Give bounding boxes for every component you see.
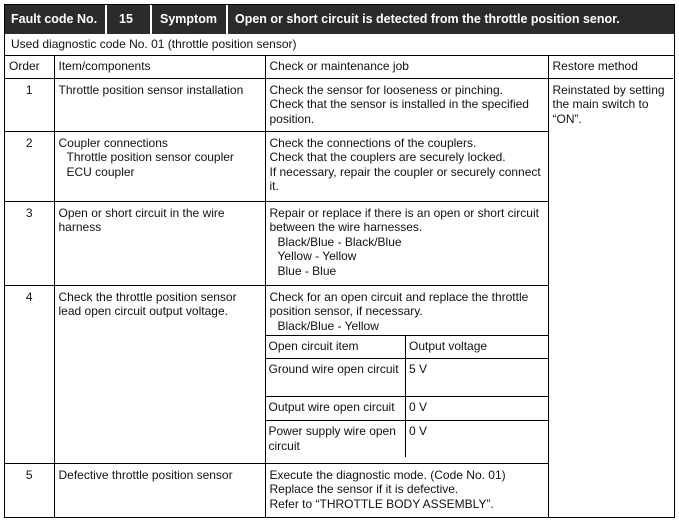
row-check	[265, 463, 548, 517]
column-header-check: Check or maintenance job	[265, 56, 548, 78]
output-voltage: 5 V	[406, 359, 549, 397]
row-check	[265, 78, 548, 131]
subtable-row	[266, 397, 549, 421]
subtable-row	[266, 421, 549, 457]
table-row	[5, 78, 673, 131]
diagnosis-table	[5, 56, 673, 518]
check-line: Repair or replace if there is an open or short circuit between the wire harnesses.	[269, 205, 539, 234]
fault-code-label: Fault code No.	[11, 12, 98, 26]
check-line: Check that the couplers are securely locked.	[269, 150, 506, 164]
output-voltage: 0 V	[406, 397, 549, 421]
check-line: Check for an open circuit and replace the throttle position sensor, if necessary.	[269, 289, 529, 318]
check-line: Check the sensor for looseness or pinching.	[269, 82, 503, 97]
item-line: Open or short circuit in the wire harness	[58, 205, 225, 234]
item-line: Defective throttle position sensor	[58, 467, 233, 482]
row-check	[265, 285, 548, 463]
header-divider	[105, 5, 107, 34]
row-item	[54, 201, 265, 285]
restore-method	[548, 78, 673, 517]
check-line: Replace the sensor if it is defective.	[269, 482, 459, 496]
column-header-order: Order	[5, 56, 54, 78]
output-voltage-table	[266, 335, 549, 457]
row-item	[54, 463, 265, 517]
row-item	[54, 78, 265, 131]
row-order: 3	[5, 201, 54, 285]
used-diagnostic-code: Used diagnostic code No. 01 (throttle position sensor)	[5, 34, 674, 56]
open-circuit-item: Output wire open circuit	[266, 397, 406, 421]
row-item	[54, 131, 265, 201]
table-header-row	[5, 56, 673, 78]
item-line: ECU coupler	[66, 164, 135, 179]
check-line: Black/Blue - Black/Blue	[277, 234, 402, 249]
item-line: Throttle position sensor installation	[58, 82, 244, 97]
item-line: Coupler connections	[58, 135, 168, 150]
fault-code-number: 15	[119, 12, 133, 26]
check-line: Yellow - Yellow	[277, 249, 357, 263]
subtable-header-item: Open circuit item	[266, 336, 406, 359]
column-header-restore: Restore method	[548, 56, 673, 78]
header-divider	[226, 5, 228, 34]
row-order: 2	[5, 131, 54, 201]
check-text	[266, 286, 548, 336]
row-order: 4	[5, 285, 54, 463]
subtable-header-voltage: Output voltage	[406, 336, 549, 359]
output-voltage: 0 V	[406, 421, 549, 457]
check-line: If necessary, repair the coupler or securely connect it.	[269, 164, 541, 193]
restore-text: Reinstated by setting the main switch to “ON”.	[552, 82, 665, 126]
row-item	[54, 285, 265, 463]
item-line: Check the throttle position sensor lead open circuit output voltage.	[58, 289, 237, 318]
row-check	[265, 201, 548, 285]
subtable-header-row	[266, 336, 549, 359]
fault-code-document	[4, 4, 675, 518]
row-order: 1	[5, 78, 54, 131]
symptom-label: Symptom	[160, 12, 217, 26]
fault-header	[5, 5, 674, 34]
subtable-row	[266, 359, 549, 397]
header-divider	[150, 5, 152, 34]
open-circuit-item: Power supply wire open circuit	[266, 421, 406, 457]
check-line: Check that the sensor is installed in the specified position.	[269, 97, 529, 126]
symptom-text: Open or short circuit is detected from the throttle position senor.	[235, 12, 620, 26]
column-header-item: Item/components	[54, 56, 265, 78]
check-line: Refer to “THROTTLE BODY ASSEMBLY”.	[269, 496, 494, 511]
open-circuit-item: Ground wire open circuit	[266, 359, 406, 397]
row-order: 5	[5, 463, 54, 517]
check-line: Check the connections of the couplers.	[269, 135, 477, 150]
check-line: Blue - Blue	[277, 263, 337, 278]
check-line: Execute the diagnostic mode. (Code No. 01)	[269, 467, 506, 482]
row-check	[265, 131, 548, 201]
check-line: Black/Blue - Yellow	[277, 318, 379, 333]
item-line: Throttle position sensor coupler	[66, 150, 234, 164]
